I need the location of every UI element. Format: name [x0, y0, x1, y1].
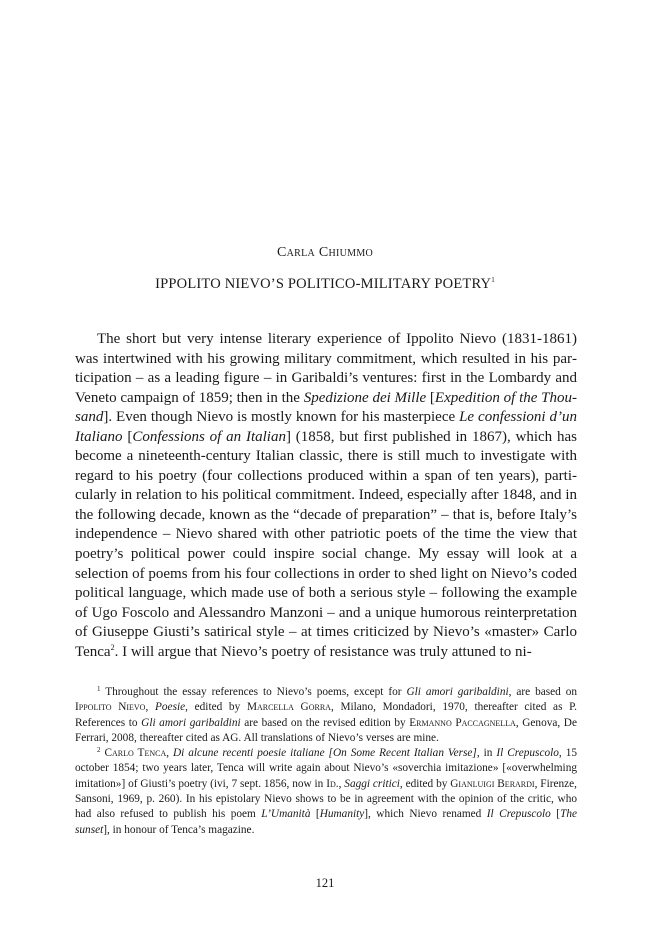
- footnote-text: Throughout the essay references to Nievo’s poems, except for: [105, 686, 407, 698]
- footnote-ref-1: 1: [491, 276, 495, 284]
- article-title: [0, 276, 650, 293]
- footnote-1: [75, 685, 577, 746]
- footnote-smallcaps: Marcella Gorra: [246, 701, 331, 714]
- body-text-segment: [: [426, 389, 435, 406]
- footnote-smallcaps: Id.: [326, 777, 339, 790]
- body-text-segment: . I will argue that Nievo’s poetry of resistance was truly attuned to ni-: [114, 643, 532, 660]
- body-text-segment: [: [122, 428, 133, 445]
- footnote-text: ,: [145, 701, 155, 714]
- body-italic-segment: Expedition of the Thousand: [75, 389, 577, 426]
- footnote-text: , in: [476, 747, 497, 760]
- footnote-text: , Milano, Mondadori, 1970, thereafter cited as P. References to: [75, 701, 578, 729]
- footnote-number: 1: [97, 685, 101, 693]
- footnote-text: ], which Nievo renamed: [364, 808, 487, 821]
- footnote-text: , edited by: [399, 777, 451, 790]
- footnote-smallcaps: Gianluigi Berardi: [450, 777, 535, 790]
- footnote-italic: Humanity: [319, 808, 365, 821]
- footnote-text: ,: [166, 747, 174, 760]
- footnote-italic: Il Crepuscolo: [486, 808, 551, 821]
- footnote-number: 2: [97, 746, 101, 755]
- footnote-text: , Firenze, Sansoni, 1969, p. 260). In his epistolary Nievo shows to be in agreement with the opinion of the critic, who had also refused to publish his poem: [75, 777, 577, 821]
- footnote-text: ], in honour of Tenca’s magazine.: [103, 823, 255, 836]
- page-number: 121: [315, 876, 335, 890]
- footnote-italic: Gli amori garibaldini: [406, 686, 509, 698]
- footnote-text: , 15 october 1854; two years later, Tenca will write again about Nievo’s «soverchia imitazione» [«overwhelming imitation»] of Giusti’s poetry (ivi, 7 sept. 1856, now in: [75, 747, 577, 790]
- footnote-text: , edited by: [185, 701, 247, 714]
- footnote-italic: Poesie: [155, 701, 186, 714]
- footnote-text: are based on the revised edition by: [240, 716, 410, 729]
- body-text-segment: ]. Even though Nievo is mostly known for his masterpiece: [103, 409, 460, 426]
- title-text: IPPOLITO NIEVO’S POLITICO-MILITARY POETRY: [155, 276, 492, 292]
- body-italic-segment: Confessions of an Italian: [132, 428, 286, 445]
- footnote-text: [: [310, 808, 320, 821]
- body-text-segment: The short but very intense literary experience of Ippolito Nievo (1831-1861) was intertwined with his growing military commitment, which resulted in his participation – as a leading figure – in Garibaldi’s ventures: first in the Lombardy and Veneto campaign of 1859; then in the: [75, 331, 577, 406]
- footnote-italic: L’Umanità: [261, 808, 311, 821]
- footnote-italic: Il Crepuscolo: [496, 747, 559, 760]
- footnote-ref-2: 2: [110, 642, 115, 652]
- body-italic-segment: Le confessioni d’un Italiano: [75, 409, 577, 445]
- footnote-italic: Gli amori garibaldini: [141, 716, 241, 729]
- body-italic-segment: Spedizione dei Mille: [303, 389, 427, 406]
- footnote-text: , Genova, De Ferrari, 2008, thereafter cited as AG. All translations of Nievo’s verses are mine.: [75, 716, 577, 744]
- footnote-smallcaps: Ermanno Paccagnella: [409, 716, 516, 729]
- body-paragraph: [75, 330, 577, 662]
- footnote-italic: Di alcune recenti poesie italiane [On Some Recent Italian Verse]: [173, 747, 477, 760]
- footnote-text: [: [550, 808, 561, 821]
- footnote-italic: The sunset: [75, 808, 578, 836]
- footnote-2: [75, 746, 577, 838]
- footnote-italic: Saggi critici: [344, 777, 400, 790]
- author-name: Carla Chiummo: [276, 245, 374, 260]
- footnotes: [75, 685, 577, 838]
- footnote-text: , are based on: [508, 686, 578, 698]
- body-text-segment: ] (1858, but first published in 1867), which has become a nineteenth-century Italian classic, there is still much to investigate with regard to his poetry (four collections produced within a span of ten years), particularly in relation to his political commitment. Indeed, especially after 1848, and in the following decade, known as the “decade of preparation” – that is, before Italy’s independence – Nievo shared with other patriotic poets of the time the view that poetry’s political power could inspire social change. My essay will look at a selection of poems from his four collections in order to shed light on Nievo’s coded political language, which made use of both a serious style – following the example of Ugo Foscolo and Alessandro Manzoni – and a unique humorous reinterpretation of Giuseppe Giusti’s satirical style – at times criticized by Nievo’s «master» Carlo Tenca: [75, 428, 577, 660]
- footnote-smallcaps: Ippolito Nievo: [75, 701, 146, 714]
- footnote-text: ,: [338, 777, 345, 790]
- footnote-smallcaps: Carlo Tenca: [104, 747, 167, 760]
